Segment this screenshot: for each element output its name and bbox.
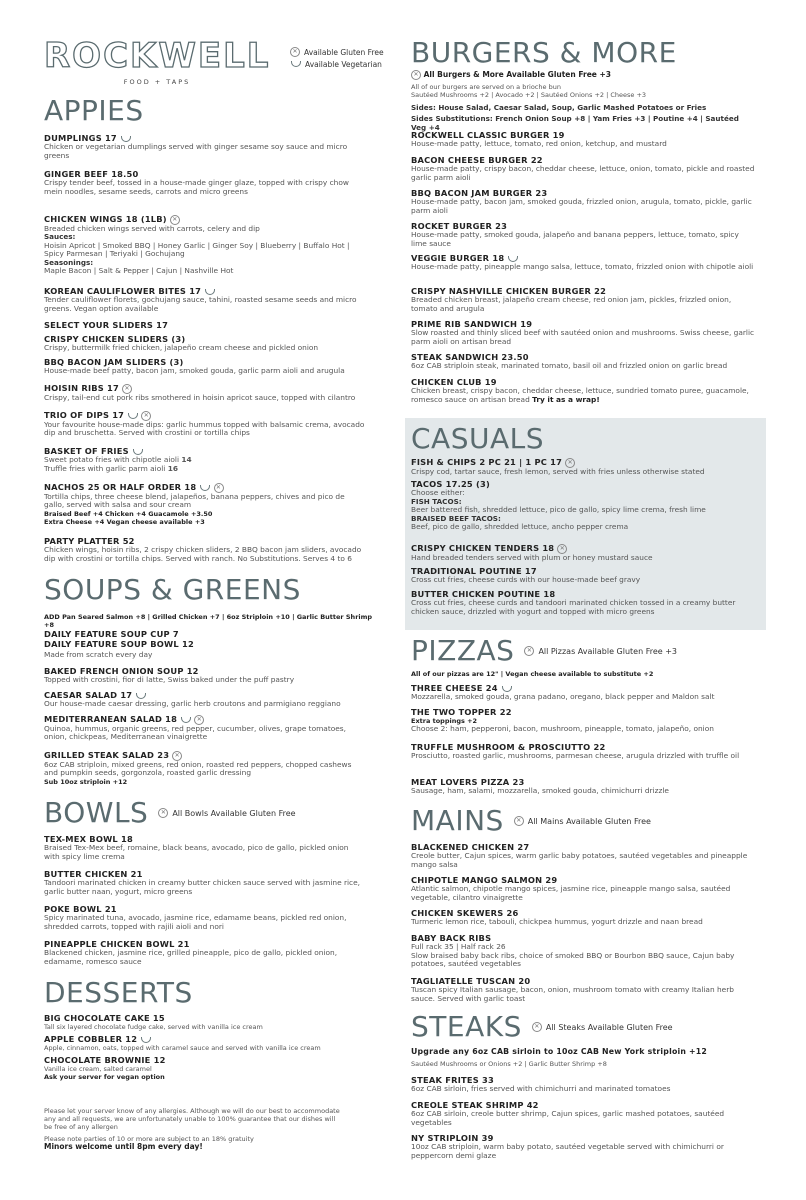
- item-name: BASKET OF FRIES: [44, 446, 129, 456]
- gluten-free-icon: ✕: [524, 646, 534, 656]
- menu-item: [411, 842, 756, 869]
- item-name: ROCKET BURGER 23: [411, 221, 508, 231]
- item-name: NACHOS 25 OR HALF ORDER 18: [44, 482, 197, 492]
- menu-item: [44, 904, 366, 931]
- gluten-free-icon: ✕: [158, 808, 168, 818]
- item-desc: House-made patty, pineapple mango salsa, lettuce, tomato, frizzled onion with chipotle aioli: [411, 262, 754, 271]
- menu-item: [411, 683, 756, 702]
- item-desc: Blackened chicken, jasmine rice, grilled pineapple, pico de gallo, pickled onion, edamame, romesco sauce: [44, 948, 338, 966]
- item-name: APPLE COBBLER 12: [44, 1034, 138, 1044]
- casuals-section: [411, 424, 756, 454]
- item-desc: Cross cut fries, cheese curds with our house-made beef gravy: [411, 575, 641, 584]
- legend-vegetarian: Available Vegetarian: [305, 59, 382, 69]
- seasonings-list: Maple Bacon | Salt & Pepper | Cajun | Nashville Hot: [44, 266, 234, 276]
- item-name: BUTTER CHICKEN POUTINE 18: [411, 589, 556, 599]
- section-title: BOWLS: [44, 796, 149, 829]
- menu-item: [44, 169, 366, 196]
- item-desc: Vanilla ice cream, salted caramel: [44, 1065, 152, 1073]
- item-name: DAILY FEATURE SOUP BOWL 12: [44, 639, 194, 649]
- item-name: POKE BOWL 21: [44, 904, 117, 914]
- brand-name: ROCKWELL: [44, 36, 271, 76]
- menu-item: [411, 908, 756, 927]
- appies-section: [44, 96, 366, 126]
- vegetarian-icon: [121, 136, 131, 142]
- menu-item: [411, 130, 756, 149]
- desserts-section: [44, 978, 366, 1008]
- steaks-addons: Sautéed Mushrooms or Onions +2 | Garlic Butter Shrimp +8: [411, 1060, 607, 1068]
- item-name: KOREAN CAULIFLOWER BITES 17: [44, 286, 202, 296]
- burgers-intro: All of our burgers are served on a brioche bun Sautéed Mushrooms +2 | Avocado +2 | Sautéed Onions +2 | Cheese +3: [411, 83, 647, 99]
- fish-tacos-desc: Beer battered fish, shredded lettuce, pico de gallo, spicy lime crema, fresh lime: [411, 505, 706, 514]
- menu-item: [411, 1075, 756, 1094]
- item-name: TRIO OF DIPS 17: [44, 410, 125, 420]
- gluten-free-icon: ✕: [514, 816, 524, 826]
- item-name: THREE CHEESE 24: [411, 683, 498, 693]
- item-desc: Chicken breast, crispy bacon, cheddar cheese, lettuce, sundried tomato puree, guacamole, romesco sauce on artisan bread: [411, 386, 749, 404]
- item-name: TAGLIATELLE TUSCAN 20: [411, 976, 531, 986]
- menu-item: [44, 690, 366, 709]
- legend: [290, 46, 384, 70]
- tacos-choose: Choose either:: [411, 488, 465, 497]
- item-desc: 6oz CAB striploin, mixed greens, red onion, roasted red peppers, chopped cashews and pumpkin seeds, gorgonzola, roasted garlic dressing: [44, 759, 352, 778]
- minors-note: Minors welcome until 8pm every day!: [44, 1142, 203, 1151]
- item-name: NY STRIPLOIN 39: [411, 1133, 494, 1143]
- section-title: MAINS: [411, 804, 504, 837]
- fries-sweet-potato-price: 14: [181, 455, 192, 464]
- item-desc: Atlantic salmon, chipotle mango spices, jasmine rice, pineapple mango salsa, sautéed vegetable, cilantro vinaigrette: [411, 884, 731, 902]
- item-name: MEDITERRANEAN SALAD 18: [44, 714, 178, 724]
- menu-item: [411, 976, 756, 1003]
- menu-item: [411, 777, 756, 796]
- menu-item: [411, 457, 756, 476]
- beef-tacos-desc: Beef, pico de gallo, shredded lettuce, ancho pepper crema: [411, 522, 629, 531]
- item-desc: House-made patty, bacon jam, smoked gouda, frizzled onion, arugula, tomato, pickle, garlic parm aioli: [411, 197, 752, 215]
- burgers-tag: ✕ All Burgers & More Available Gluten Free +3: [411, 70, 756, 80]
- section-title: PIZZAS: [411, 634, 515, 667]
- vegetarian-icon: [133, 449, 143, 455]
- item-desc: Apple, cinnamon, oats, topped with caramel sauce and served with vanilla ice cream: [44, 1044, 321, 1052]
- item-desc: Breaded chicken breast, jalapeño cream cheese, red onion jam, pickles, frizzled onion, tomato and arugula: [411, 295, 732, 313]
- item-desc: Mozzarella, smoked gouda, grana padano, oregano, black pepper and Maldon salt: [411, 692, 715, 701]
- menu-item: [44, 383, 366, 402]
- item-desc: Tall six layered chocolate fudge cake, served with vanilla ice cream: [44, 1023, 263, 1031]
- item-name: DAILY FEATURE SOUP CUP 7: [44, 629, 179, 639]
- item-desc: Slow braised baby back ribs, choice of smoked BBQ or Bourbon BBQ sauce, Cajun baby potatoes, sautéed vegetables: [411, 950, 735, 969]
- beef-tacos-label: BRAISED BEEF TACOS:: [411, 513, 501, 523]
- item-name: DUMPLINGS 17: [44, 133, 117, 143]
- item-desc: House-made patty, crispy bacon, cheddar cheese, lettuce, onion, tomato, pickle and roasted garlic parm aioli: [411, 164, 755, 182]
- gluten-free-icon: ✕: [194, 715, 204, 725]
- fries-truffle: Truffle fries with garlic parm aioli: [44, 463, 166, 473]
- menu-item: [44, 1055, 366, 1081]
- menu-item: [411, 742, 756, 761]
- menu-item: [411, 566, 756, 585]
- extra-toppings: Extra toppings +2: [411, 717, 478, 725]
- item-desc: Crispy cod, tartar sauce, fresh lemon, served with fries unless otherwise stated: [411, 466, 705, 476]
- item-desc: Your favourite house-made dips: garlic hummus topped with balsamic crema, avocado dip and bruschetta. Served with crostini or tortilla chips: [44, 419, 365, 438]
- gratuity-note: Please note parties of 10 or more are subject to an 18% gratuity: [44, 1135, 254, 1143]
- vegetarian-icon: [181, 717, 191, 723]
- allergy-note: Please let your server know of any allergies. Although we will do our best to accommodate any and all requests, we are unfortunately unable to 100% guarantee that our dishes will be free of any allergen: [44, 1107, 340, 1131]
- item-desc: Tandoori marinated chicken in creamy butter chicken sauce served with jasmine rice, garlic butter naan, yogurt, micro greens: [44, 878, 361, 896]
- menu-item: [44, 482, 366, 526]
- item-desc: Breaded chicken wings served with carrots, celery and dip: [44, 223, 260, 233]
- gluten-free-icon: ✕: [532, 1022, 542, 1032]
- ribs-racks: Full rack 35 | Half rack 26: [411, 942, 506, 951]
- item-name: GRILLED STEAK SALAD 23: [44, 750, 170, 760]
- wrap-note: Try it as a wrap!: [532, 394, 600, 404]
- item-name: PRIME RIB SANDWICH 19: [411, 319, 533, 329]
- item-desc: Tortilla chips, three cheese blend, jalapeños, banana peppers, chives and pico de gallo, served with salsa and sour cream: [44, 491, 345, 510]
- item-name: BBQ BACON JAM BURGER 23: [411, 188, 548, 198]
- section-title: APPIES: [44, 94, 144, 127]
- nachos-extras: Braised Beef +4 Chicken +4 Guacamole +3.50: [44, 509, 213, 518]
- menu-item: [411, 319, 756, 346]
- item-desc: 10oz CAB striploin, warm baby potato, sautéed vegetable served with chimichurri or peppercorn demi glaze: [411, 1142, 724, 1160]
- menu-item: [44, 214, 366, 276]
- menu-item: [44, 286, 366, 313]
- vegetarian-icon: [128, 413, 138, 419]
- menu-item: [44, 834, 366, 861]
- item-name: STEAK FRITES 33: [411, 1075, 494, 1085]
- section-title: DESSERTS: [44, 976, 193, 1009]
- brand-logo: [44, 38, 270, 86]
- item-desc: Our house-made caesar dressing, garlic herb croutons and parmigiano reggiano: [44, 699, 341, 708]
- vegetarian-icon: [205, 289, 215, 295]
- item-name: CRISPY CHICKEN SLIDERS (3): [44, 334, 186, 344]
- item-desc: 6oz CAB sirloin, fries served with chimichurri and marinated tomatoes: [411, 1084, 671, 1093]
- item-name: CAESAR SALAD 17: [44, 690, 133, 700]
- gluten-free-icon: ✕: [214, 483, 224, 493]
- item-desc: Choose 2: ham, pepperoni, bacon, mushroom, pineapple, tomato, jalapeño, onion: [411, 724, 714, 733]
- menu-item: [44, 939, 366, 966]
- item-name: CRISPY CHICKEN TENDERS 18: [411, 543, 555, 553]
- menu-item: [44, 1034, 366, 1052]
- pizzas-intro: All of our pizzas are 12" | Vegan cheese available to substitute +2: [411, 670, 654, 678]
- steaks-upgrade: Upgrade any 6oz CAB sirloin to 10oz CAB New York striploin +12 Sautéed Mushrooms or Onions +2 | Garlic Butter Shrimp +8: [411, 1047, 756, 1068]
- item-name: BABY BACK RIBS: [411, 933, 492, 943]
- item-name: VEGGIE BURGER 18: [411, 253, 505, 263]
- menu-item: [44, 750, 366, 786]
- item-desc: Prosciutto, roasted garlic, mushrooms, parmesan cheese, arugula drizzled with truffle oil: [411, 751, 740, 760]
- section-title: STEAKS: [411, 1010, 522, 1043]
- soups-section: [44, 575, 374, 605]
- item-desc: House-made patty, smoked gouda, jalapeño and banana peppers, lettuce, tomato, spicy lime sauce: [411, 230, 739, 248]
- item-name: TRADITIONAL POUTINE 17: [411, 566, 537, 576]
- item-desc: Crispy tender beef, tossed in a house-made ginger glaze, topped with crispy chow mein noodles, sesame seeds, carrots and micro greens: [44, 178, 349, 196]
- item-name: CREOLE STEAK SHRIMP 42: [411, 1100, 539, 1110]
- menu-item: [411, 155, 756, 182]
- menu-item: [411, 1133, 756, 1160]
- seasonings-label: Seasonings:: [44, 257, 94, 267]
- section-title: CASUALS: [411, 422, 544, 455]
- item-name: CHICKEN WINGS 18 (1LB): [44, 214, 167, 224]
- item-name: SELECT YOUR SLIDERS 17: [44, 320, 169, 330]
- item-desc: 6oz CAB sirloin, creole butter shrimp, Cajun spices, garlic mashed potatoes, sautéed vegetables: [411, 1109, 725, 1127]
- menu-item: [44, 536, 366, 563]
- section-title: BURGERS & MORE: [411, 36, 677, 69]
- vegetarian-icon: [141, 1037, 151, 1043]
- item-name: BBQ BACON JAM SLIDERS (3): [44, 357, 184, 367]
- item-name: CRISPY NASHVILLE CHICKEN BURGER 22: [411, 286, 607, 296]
- menu-item: [44, 1013, 366, 1031]
- nachos-extras: Extra Cheese +4 Vegan cheese available +3: [44, 517, 205, 526]
- footer: [44, 1107, 344, 1151]
- item-name: BIG CHOCOLATE CAKE 15: [44, 1013, 165, 1023]
- item-desc: Tuscan spicy Italian sausage, bacon, onion, mushroom tomato with creamy Italian herb sauce. Served with garlic toast: [411, 985, 734, 1003]
- menu-item: [44, 446, 366, 473]
- section-tag: All Bowls Available Gluten Free: [172, 808, 296, 818]
- section-tag: All Steaks Available Gluten Free: [545, 1022, 673, 1032]
- item-name: BUTTER CHICKEN 21: [44, 869, 143, 879]
- bowls-section-head: [44, 798, 374, 828]
- item-name: THE TWO TOPPER 22: [411, 707, 512, 717]
- menu-item: [411, 933, 756, 969]
- menu-item: [44, 410, 366, 438]
- item-desc: Turmeric lemon rice, tabouli, chickpea hummus, yogurt drizzle and naan bread: [411, 917, 703, 926]
- section-tag: All Pizzas Available Gluten Free +3: [538, 646, 678, 656]
- item-name: BACON CHEESE BURGER 22: [411, 155, 543, 165]
- gluten-free-icon: ✕: [290, 47, 300, 57]
- gluten-free-icon: ✕: [565, 458, 575, 468]
- item-desc: Creole butter, Cajun spices, warm garlic baby potatoes, sautéed vegetables and pineapple mango salsa: [411, 851, 748, 869]
- menu-item: [44, 133, 366, 160]
- item-name: CHICKEN CLUB 19: [411, 377, 497, 387]
- item-desc: Sausage, ham, salami, mozzarella, smoked gouda, chimichurri drizzle: [411, 786, 669, 795]
- menu-item: [411, 1100, 756, 1127]
- menu-item: [44, 629, 366, 660]
- steak-sub-note: Sub 10oz striploin +12: [44, 777, 128, 786]
- sauces-list: Hoisin Apricot | Smoked BBQ | Honey Garlic | Ginger Soy | Blueberry | Buffalo Hot | Spicy Parmesan | Teriyaki | Gochujang: [44, 240, 350, 259]
- item-desc: Made from scratch every day: [44, 650, 153, 659]
- item-desc: Topped with crostini, fior di latte, Swiss baked under the puff pastry: [44, 675, 295, 684]
- item-name: CHOCOLATE BROWNIE 12: [44, 1055, 166, 1065]
- item-desc: House-made beef patty, bacon jam, smoked gouda, garlic parm aioli and arugula: [44, 366, 345, 375]
- menu-item: [411, 352, 756, 371]
- item-name: TEX-MEX BOWL 18: [44, 834, 133, 844]
- item-desc: Spicy marinated tuna, avocado, jasmine rice, edamame beans, pickled red onion, shredded carrots, topped with rajili aioli and nori: [44, 913, 347, 931]
- item-name: CHICKEN SKEWERS 26: [411, 908, 519, 918]
- item-name: BLACKENED CHICKEN 27: [411, 842, 530, 852]
- fish-tacos-label: FISH TACOS:: [411, 496, 462, 506]
- burgers-section: [411, 38, 771, 68]
- menu-item: [411, 377, 756, 404]
- gluten-free-icon: ✕: [557, 544, 567, 554]
- brand-subtitle: FOOD + TAPS: [123, 78, 191, 86]
- item-desc: Crispy, tail-end cut pork ribs smothered in hoisin apricot sauce, topped with cilantro: [44, 392, 356, 402]
- burgers-sides: Sides: House Salad, Caesar Salad, Soup, Garlic Mashed Potatoes or Fries Sides Substitutions: French Onion Soup +8 | Yam Fries +3 | Poutine +4 | Sautéed Veg +4: [411, 103, 739, 132]
- menu-item: [44, 869, 366, 896]
- item-name: PINEAPPLE CHICKEN BOWL 21: [44, 939, 190, 949]
- menu-item: [411, 188, 756, 215]
- menu-item: [44, 320, 366, 330]
- menu-item: [44, 334, 366, 353]
- pizzas-section-head: [411, 636, 756, 666]
- fries-truffle-price: 16: [167, 463, 178, 473]
- item-name: CHIPOTLE MANGO SALMON 29: [411, 875, 558, 885]
- fries-sweet-potato: Sweet potato fries with chipotle aioli: [44, 455, 180, 464]
- menu-item: [44, 666, 366, 685]
- menu-item: [411, 875, 756, 902]
- menu-item: [44, 714, 366, 742]
- item-name: TRUFFLE MUSHROOM & PROSCIUTTO 22: [411, 742, 606, 752]
- item-desc: Slow roasted and thinly sliced beef with sautéed onion and mushrooms. Swiss cheese, garlic parm aioli on artisan bread: [411, 328, 755, 346]
- vegan-note: Ask your server for vegan option: [44, 1073, 165, 1081]
- item-desc: Braised Tex-Mex beef, romaine, black beans, avocado, pico de gallo, pickled onion with spicy lime crema: [44, 843, 349, 861]
- section-title: SOUPS & GREENS: [44, 573, 301, 606]
- item-desc: Chicken or vegetarian dumplings served with ginger sesame soy sauce and micro greens: [44, 142, 348, 160]
- item-name: GINGER BEEF 18.50: [44, 169, 139, 179]
- menu-item: [411, 707, 756, 734]
- item-desc: Hand breaded tenders served with plum or honey mustard sauce: [411, 552, 653, 562]
- menu-item: [411, 286, 756, 313]
- item-desc: 6oz CAB striploin steak, marinated tomato, basil oil and frizzled onion on garlic bread: [411, 361, 728, 370]
- item-name: ROCKWELL CLASSIC BURGER 19: [411, 130, 565, 140]
- mains-section-head: [411, 806, 756, 836]
- item-name: STEAK SANDWICH 23.50: [411, 352, 529, 362]
- menu-item: [44, 357, 366, 376]
- vegetarian-icon: [200, 485, 210, 491]
- vegetarian-icon: [136, 693, 146, 699]
- legend-gluten-free: Available Gluten Free: [304, 47, 384, 57]
- gluten-free-icon: ✕: [122, 384, 132, 394]
- item-desc: Cross cut fries, cheese curds and tandoori marinated chicken tossed in a creamy butter chicken sauce, drizzled with yogurt and topped with micro greens: [411, 598, 736, 616]
- gluten-free-icon: ✕: [170, 215, 180, 225]
- item-name: TACOS 17.25 (3): [411, 479, 490, 489]
- menu-item: [411, 221, 756, 248]
- sauces-label: Sauces:: [44, 232, 76, 242]
- gluten-free-icon: ✕: [172, 751, 182, 761]
- vegetarian-icon: [291, 61, 301, 67]
- vegetarian-icon: [502, 686, 512, 692]
- item-name: FISH & CHIPS 2 PC 21 | 1 PC 17: [411, 457, 563, 467]
- steaks-section-head: [411, 1012, 756, 1042]
- item-name: HOISIN RIBS 17: [44, 383, 119, 393]
- item-name: BAKED FRENCH ONION SOUP 12: [44, 666, 199, 676]
- section-tag: All Mains Available Gluten Free: [527, 816, 651, 826]
- item-desc: Chicken wings, hoisin ribs, 2 crispy chicken sliders, 2 BBQ bacon jam sliders, avocado dip with crostini or tortilla chips. Served with ranch. No Substitutions. Serves 4 to 6: [44, 545, 362, 563]
- item-desc: Quinoa, hummus, organic greens, red pepper, cucumber, olives, grape tomatoes, onion, chickpeas, Mediterranean vinaigrette: [44, 723, 346, 742]
- gluten-free-icon: ✕: [141, 411, 151, 421]
- menu-item: [411, 479, 756, 532]
- menu-item: [411, 589, 756, 616]
- item-desc: Tender cauliflower florets, gochujang sauce, tahini, roasted sesame seeds and micro greens. Vegan option available: [44, 295, 357, 313]
- menu-item: [411, 543, 756, 562]
- item-desc: Crispy, buttermilk fried chicken, jalapeño cream cheese and pickled onion: [44, 343, 319, 352]
- item-name: PARTY PLATTER 52: [44, 536, 135, 546]
- menu-item: [411, 253, 756, 272]
- gluten-free-icon: ✕: [411, 70, 421, 80]
- soups-addons: ADD Pan Seared Salmon +8 | Grilled Chicken +7 | 6oz Striploin +10 | Garlic Butter Shrimp +8: [44, 613, 373, 629]
- item-name: MEAT LOVERS PIZZA 23: [411, 777, 525, 787]
- vegetarian-icon: [508, 256, 518, 262]
- item-desc: House-made patty, lettuce, tomato, red onion, ketchup, and mustard: [411, 139, 667, 148]
